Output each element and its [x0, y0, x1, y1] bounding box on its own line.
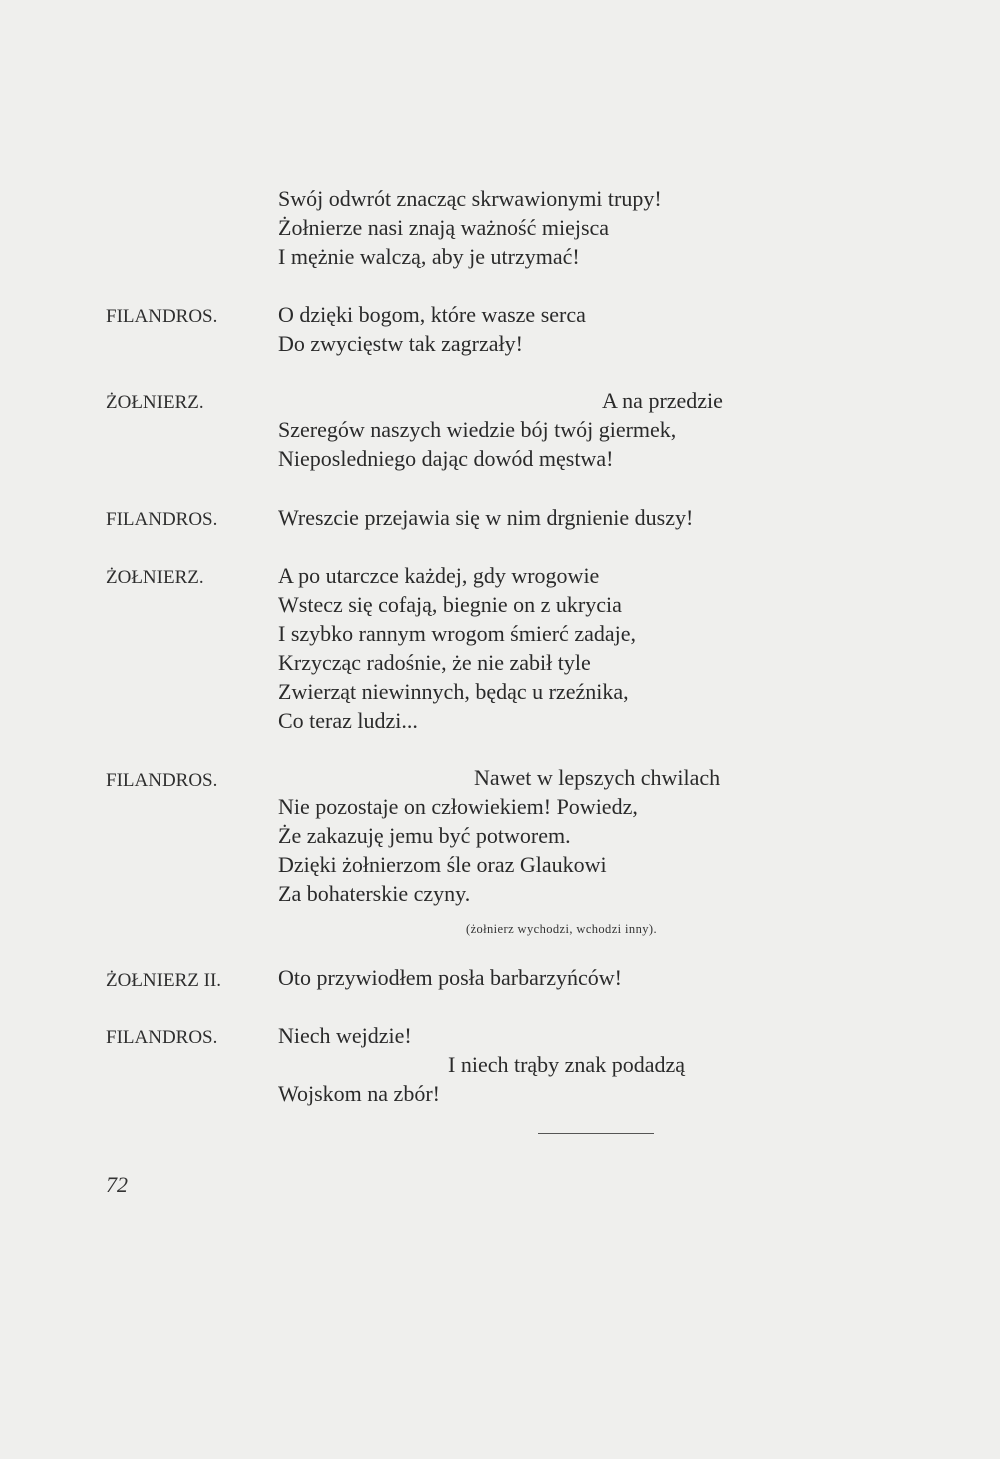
verse-line: I niech trąby znak podadzą	[448, 1052, 685, 1077]
section-divider	[538, 1133, 654, 1134]
speaker-name: FILANDROS.	[106, 1027, 218, 1048]
stage-direction: (żołnierz wychodzi, wchodzi inny).	[466, 922, 657, 936]
verse-line: Wojskom na zbór!	[278, 1081, 440, 1106]
verse-block	[278, 503, 693, 532]
verse-line: Do zwycięstw tak zagrzały!	[278, 331, 523, 356]
verse-line: Co teraz ludzi...	[278, 708, 418, 733]
page-number: 72	[106, 1172, 128, 1197]
verse-line: I mężnie walczą, aby je utrzymać!	[278, 244, 580, 269]
verse-line: Dzięki żołnierzom śle oraz Glaukowi	[278, 852, 607, 877]
verse-block	[278, 561, 636, 735]
verse-line: Wstecz się cofają, biegnie on z ukrycia	[278, 592, 622, 617]
verse-block	[278, 763, 720, 908]
verse-line: Szeregów naszych wiedzie bój twój giermek,	[278, 417, 677, 442]
verse-line: O dzięki bogom, które wasze serca	[278, 302, 586, 327]
verse-block	[278, 300, 586, 358]
verse-line: Wreszcie przejawia się w nim drgnienie duszy!	[278, 505, 694, 530]
verse-line: Nieposledniego dając dowód męstwa!	[278, 446, 614, 471]
speaker-name: ŻOŁNIERZ.	[106, 392, 204, 413]
verse-line: Niech wejdzie!	[278, 1023, 412, 1048]
verse-line: I szybko rannym wrogom śmierć zadaje,	[278, 621, 636, 646]
speaker-name: ŻOŁNIERZ II.	[106, 970, 222, 991]
speaker-name: FILANDROS.	[106, 306, 218, 327]
verse-line: Nie pozostaje on człowiekiem! Powiedz,	[278, 794, 638, 819]
verse-line: Nawet w lepszych chwilach	[474, 765, 721, 790]
verse-line: Oto przywiodłem posła barbarzyńców!	[278, 965, 622, 990]
verse-line: Za bohaterskie czyny.	[278, 881, 471, 906]
verse-block	[278, 184, 662, 271]
speaker-name: FILANDROS.	[106, 770, 218, 791]
verse-line: A na przedzie	[602, 388, 723, 413]
verse-line: A po utarczce każdej, gdy wrogowie	[278, 563, 600, 588]
verse-block	[278, 386, 723, 473]
verse-line: Swój odwrót znacząc skrwawionymi trupy!	[278, 186, 662, 211]
verse-line: Zwierząt niewinnych, będąc u rzeźnika,	[278, 679, 629, 704]
speaker-name: FILANDROS.	[106, 509, 218, 530]
verse-line: Krzycząc radośnie, że nie zabił tyle	[278, 650, 591, 675]
verse-line: Żołnierze nasi znają ważność miejsca	[278, 215, 610, 240]
verse-block	[278, 1021, 685, 1108]
verse-block	[278, 963, 622, 992]
speaker-name: ŻOŁNIERZ.	[106, 567, 204, 588]
verse-line: Że zakazuję jemu być potworem.	[278, 823, 571, 848]
